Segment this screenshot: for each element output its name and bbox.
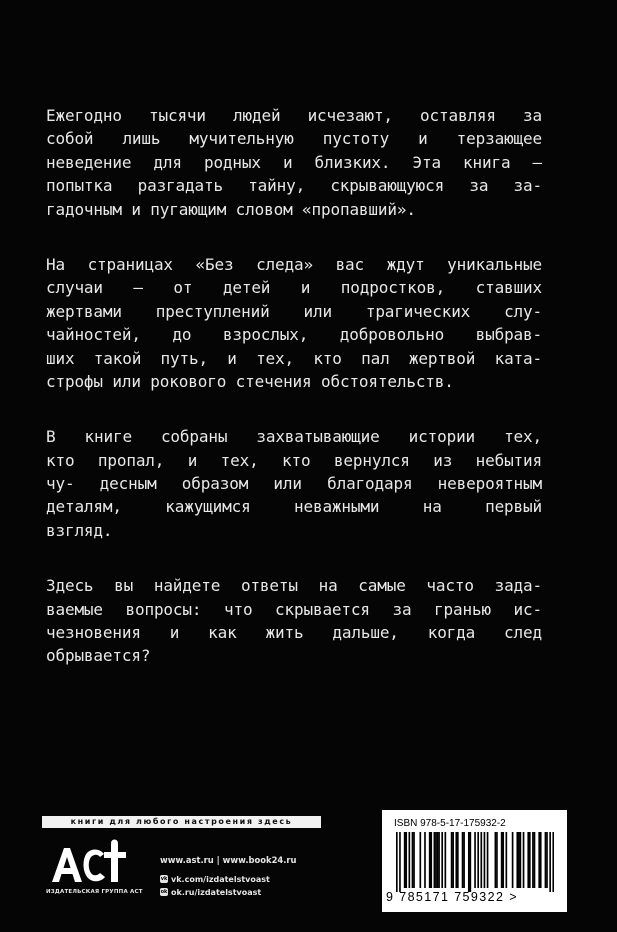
text-line: попытка разгадать тайну, скрывающуюся за за- — [46, 176, 542, 196]
text-line: В книге собраны захватывающие истории тех, — [46, 427, 542, 447]
blurb-paragraph — [46, 253, 542, 393]
blurb-paragraph — [46, 574, 542, 668]
text-line: чайностей, до взрослых, добровольно выбрав- — [46, 325, 542, 345]
text-line: взгляд. — [46, 520, 113, 540]
ean-digits: 9 785171 759322 > — [386, 890, 518, 904]
text-line: неведение для родных и близких. Эта книга — — [46, 152, 542, 172]
text-line: Ежегодно тысячи людей исчезают, оставляя за — [46, 106, 542, 125]
text-line: деталям, кажущимся неважными на первый — [46, 497, 542, 517]
text-line: собой лишь мучительную пустоту и терзающее — [46, 129, 542, 149]
tagline-banner: книги для любого настроения здесь — [42, 816, 321, 828]
publisher-logo — [48, 838, 158, 908]
text-line: строфы или рокового стечения обстоятельств. — [46, 371, 454, 391]
ast-logo-icon — [48, 838, 158, 890]
ok-icon: ok — [160, 889, 168, 895]
text-line: обрывается? — [46, 646, 151, 666]
isbn-barcode — [382, 810, 567, 912]
publisher-links — [160, 853, 330, 898]
social-link-text: ok.ru/izdatelstvoast — [171, 887, 262, 897]
text-line: На страницах «Без следа» вас ждут уникальные — [46, 254, 542, 274]
text-line: гадочным и пугающим словом «пропавший». — [46, 199, 416, 219]
social-link-vk — [160, 873, 330, 885]
social-link-text: vk.com/izdatelstvoast — [171, 874, 270, 884]
text-line: жертвами преступлений или трагических слу- — [46, 301, 542, 321]
website-links: www.ast.ru | www.book24.ru — [160, 855, 297, 865]
text-line: Здесь вы найдете ответы на самые часто зада- — [46, 576, 542, 596]
barcode-bars — [396, 832, 554, 892]
text-line: чу- десным образом или благодаря невероятным — [46, 474, 542, 494]
isbn-number: ISBN 978-5-17-175932-2 — [394, 818, 506, 829]
book-blurb — [46, 104, 542, 700]
text-line: ших такой путь, и тех, кто пал жертвой ката- — [46, 348, 542, 368]
text-line: случаи — от детей и подростков, ставших — [46, 278, 542, 298]
vk-icon: vk — [160, 876, 168, 882]
publisher-name: ИЗДАТЕЛЬСКАЯ ГРУППА АСТ — [46, 889, 143, 895]
text-line: ваемые вопросы: что скрывается за гранью ис- — [46, 599, 542, 619]
blurb-paragraph — [46, 425, 542, 542]
text-line: чезновения и как жить дальше, когда след — [46, 623, 542, 643]
text-line: кто пропал, и тех, кто вернулся из небытия — [46, 450, 542, 470]
social-link-ok — [160, 886, 330, 898]
blurb-paragraph — [46, 104, 542, 221]
